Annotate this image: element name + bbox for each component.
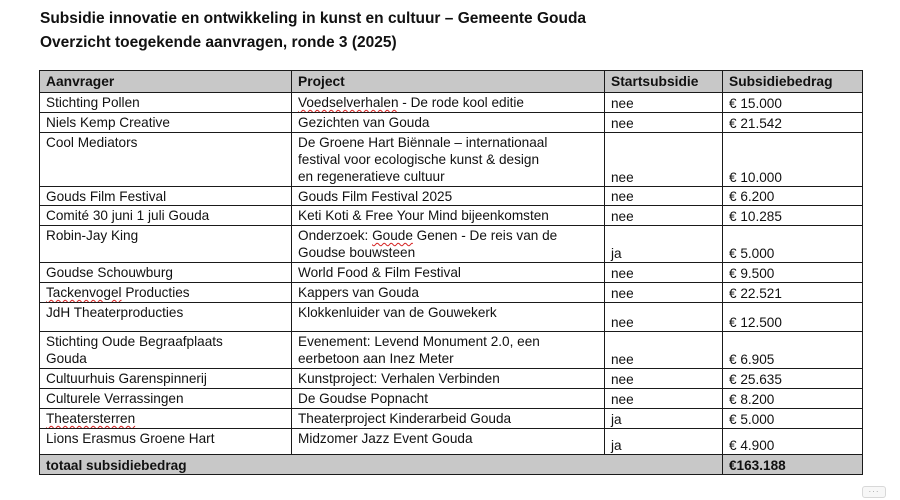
- applicant-cell: Gouds Film Festival: [40, 187, 292, 206]
- applicant-cell: Robin-Jay King: [40, 226, 292, 263]
- project-cell: Midzomer Jazz Event Gouda: [292, 429, 605, 455]
- table-header-row: [40, 71, 863, 93]
- project-cell: Gouds Film Festival 2025: [292, 187, 605, 206]
- project-cell: World Food & Film Festival: [292, 263, 605, 283]
- applicant-cell: Culturele Verrassingen: [40, 389, 292, 409]
- amount-cell: € 12.500: [723, 303, 863, 332]
- start-subsidy-cell: nee: [605, 369, 723, 389]
- amount-cell: € 10.000: [723, 133, 863, 187]
- project-cell: Kappers van Gouda: [292, 283, 605, 303]
- project-cell: Gezichten van Gouda: [292, 113, 605, 133]
- table-row: [40, 133, 863, 187]
- table-row: [40, 263, 863, 283]
- applicant-cell: Goudse Schouwburg: [40, 263, 292, 283]
- amount-cell: € 8.200: [723, 389, 863, 409]
- table-row: [40, 303, 863, 332]
- start-subsidy-cell: ja: [605, 409, 723, 429]
- table-row: [40, 389, 863, 409]
- start-subsidy-cell: nee: [605, 389, 723, 409]
- project-cell: Kunstproject: Verhalen Verbinden: [292, 369, 605, 389]
- amount-cell: € 9.500: [723, 263, 863, 283]
- total-label: totaal subsidiebedrag: [40, 455, 723, 475]
- grants-table: [39, 70, 863, 475]
- table-row: [40, 429, 863, 455]
- start-subsidy-cell: nee: [605, 187, 723, 206]
- applicant-cell: JdH Theaterproducties: [40, 303, 292, 332]
- column-header-applicant: Aanvrager: [40, 71, 292, 93]
- table-row: [40, 332, 863, 369]
- amount-cell: € 25.635: [723, 369, 863, 389]
- start-subsidy-cell: nee: [605, 133, 723, 187]
- applicant-cell: Stichting Pollen: [40, 93, 292, 113]
- start-subsidy-cell: nee: [605, 93, 723, 113]
- table-total-row: [40, 455, 863, 475]
- amount-cell: € 10.285: [723, 206, 863, 226]
- document-title: Subsidie innovatie en ontwikkeling in kunst en cultuur – Gemeente Gouda: [40, 10, 587, 27]
- amount-cell: € 22.521: [723, 283, 863, 303]
- column-header-amount: Subsidiebedrag: [723, 71, 863, 93]
- table-row: [40, 409, 863, 429]
- applicant-cell: Cultuurhuis Garenspinnerij: [40, 369, 292, 389]
- amount-cell: € 6.905: [723, 332, 863, 369]
- start-subsidy-cell: nee: [605, 332, 723, 369]
- amount-cell: € 5.000: [723, 226, 863, 263]
- project-cell: Voedselverhalen - De rode kool editie: [292, 93, 605, 113]
- project-cell: De Groene Hart Biënnale – internationaal festival voor ecologische kunst & design en regeneratieve cultuur: [292, 133, 605, 187]
- more-options-icon[interactable]: ···: [862, 486, 886, 498]
- project-cell: De Goudse Popnacht: [292, 389, 605, 409]
- amount-cell: € 15.000: [723, 93, 863, 113]
- amount-cell: € 4.900: [723, 429, 863, 455]
- amount-cell: € 21.542: [723, 113, 863, 133]
- document-subtitle: Overzicht toegekende aanvragen, ronde 3 (2025): [40, 34, 397, 51]
- table-row: [40, 206, 863, 226]
- start-subsidy-cell: ja: [605, 226, 723, 263]
- start-subsidy-cell: nee: [605, 283, 723, 303]
- applicant-cell: Tackenvogel Producties: [40, 283, 292, 303]
- applicant-cell: Niels Kemp Creative: [40, 113, 292, 133]
- start-subsidy-cell: nee: [605, 206, 723, 226]
- project-cell: Theaterproject Kinderarbeid Gouda: [292, 409, 605, 429]
- start-subsidy-cell: ja: [605, 429, 723, 455]
- applicant-cell: Lions Erasmus Groene Hart: [40, 429, 292, 455]
- table-row: [40, 283, 863, 303]
- start-subsidy-cell: nee: [605, 303, 723, 332]
- table-row: [40, 187, 863, 206]
- start-subsidy-cell: nee: [605, 263, 723, 283]
- total-amount: €163.188: [723, 455, 863, 475]
- project-cell: Onderzoek: Goude Genen - De reis van de Goudse bouwsteen: [292, 226, 605, 263]
- project-cell: Evenement: Levend Monument 2.0, een eerbetoon aan Inez Meter: [292, 332, 605, 369]
- amount-cell: € 6.200: [723, 187, 863, 206]
- applicant-cell: Cool Mediators: [40, 133, 292, 187]
- start-subsidy-cell: nee: [605, 113, 723, 133]
- column-header-project: Project: [292, 71, 605, 93]
- applicant-cell: Comité 30 juni 1 juli Gouda: [40, 206, 292, 226]
- table-row: [40, 226, 863, 263]
- applicant-cell: Theatersterren: [40, 409, 292, 429]
- table-row: [40, 113, 863, 133]
- amount-cell: € 5.000: [723, 409, 863, 429]
- project-cell: Keti Koti & Free Your Mind bijeenkomsten: [292, 206, 605, 226]
- table-row: [40, 93, 863, 113]
- column-header-start-subsidy: Startsubsidie: [605, 71, 723, 93]
- applicant-cell: Stichting Oude Begraafplaats Gouda: [40, 332, 292, 369]
- table-row: [40, 369, 863, 389]
- project-cell: Klokkenluider van de Gouwekerk: [292, 303, 605, 332]
